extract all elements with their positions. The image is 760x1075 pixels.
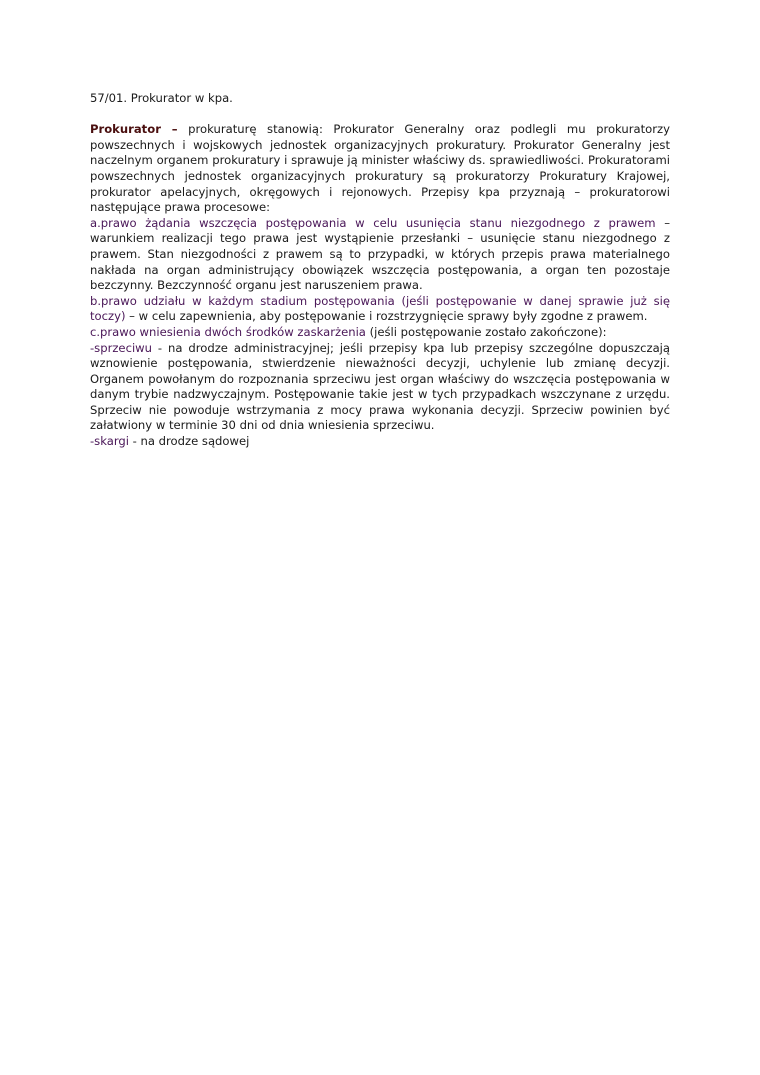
item-a-text: – warunkiem realizacji tego prawa jest wystąpienie przesłanki – usunięcie stanu niezgodnego z prawem. Stan niezgodności z prawem są to przypadki, w których przepis prawa materialnego nakłada na organ administrujący obowiązek wszczęcia postępowania, a organ ten pozostaje bezczynny. Bezczynność organu jest naruszeniem prawa. bbox=[90, 215, 670, 293]
item-b-paragraph bbox=[90, 294, 670, 325]
intro-paragraph bbox=[90, 122, 670, 216]
document-title: 57/01. Prokurator w kpa. bbox=[90, 91, 233, 105]
sprzeciw-text: - na drodze administracyjnej; jeśli przepisy kpa lub przepisy szczególne dopuszczają wznowienie postępowania, stwierdzenie nieważności decyzji, uchylenie lub zmianę decyzji. Organem powołanym do rozpoznania sprzeciwu jest organ właściwy do wszczęcia postępowania w danym trybie nadzwyczajnym. Postępowanie takie jest w tych przypadkach wszczynane z urzędu. Sprzeciw nie powoduje wstrzymania z mocy prawa wykonania decyzji. Sprzeciw powinien być załatwiony w terminie 30 dni od dnia wniesienia sprzeciwu. bbox=[90, 340, 670, 433]
sprzeciw-heading: -sprzeciwu bbox=[90, 340, 152, 355]
skargi-text: - na drodze sądowej bbox=[128, 434, 250, 449]
document-page bbox=[90, 91, 670, 450]
intro-text: prokuraturę stanowią: Prokurator Generalny oraz podlegli mu prokuratorzy powszechnych i wojskowych jednostek organizacyjnych prokuratury. Prokurator Generalny jest naczelnym organem prokuratury i sprawuje ją minister właściwy ds. sprawiedliwości. Prokuratorami powszechnych jednostek organizacyjnych prokuratury są prokuratorzy Prokuratury Krajowej, prokurator apelacyjnych, okręgowych i rejonowych. Przepisy kpa przyznają – prokuratorowi następujące prawa procesowe: bbox=[90, 122, 670, 215]
item-c-heading: c.prawo wniesienia dwóch środków zaskarżenia bbox=[90, 324, 366, 339]
skargi-heading: -skargi bbox=[90, 434, 129, 449]
sprzeciw-paragraph bbox=[90, 341, 670, 435]
item-b-heading: b.prawo udziału w każdym stadium postępowania (jeśli postępowanie w danej sprawie już się toczy) bbox=[90, 293, 670, 324]
item-a-heading: a.prawo żądania wszczęcia postępowania w celu usunięcia stanu niezgodnego z prawem bbox=[90, 215, 656, 230]
item-c-text: (jeśli postępowanie zostało zakończone): bbox=[365, 324, 607, 339]
item-b-text: – w celu zapewnienia, aby postępowanie i rozstrzygnięcie sprawy były zgodne z prawem. bbox=[125, 309, 648, 324]
skargi-paragraph bbox=[90, 434, 670, 450]
item-c-paragraph bbox=[90, 325, 670, 341]
term-prokurator: Prokurator – bbox=[90, 122, 178, 137]
item-a-paragraph bbox=[90, 216, 670, 294]
